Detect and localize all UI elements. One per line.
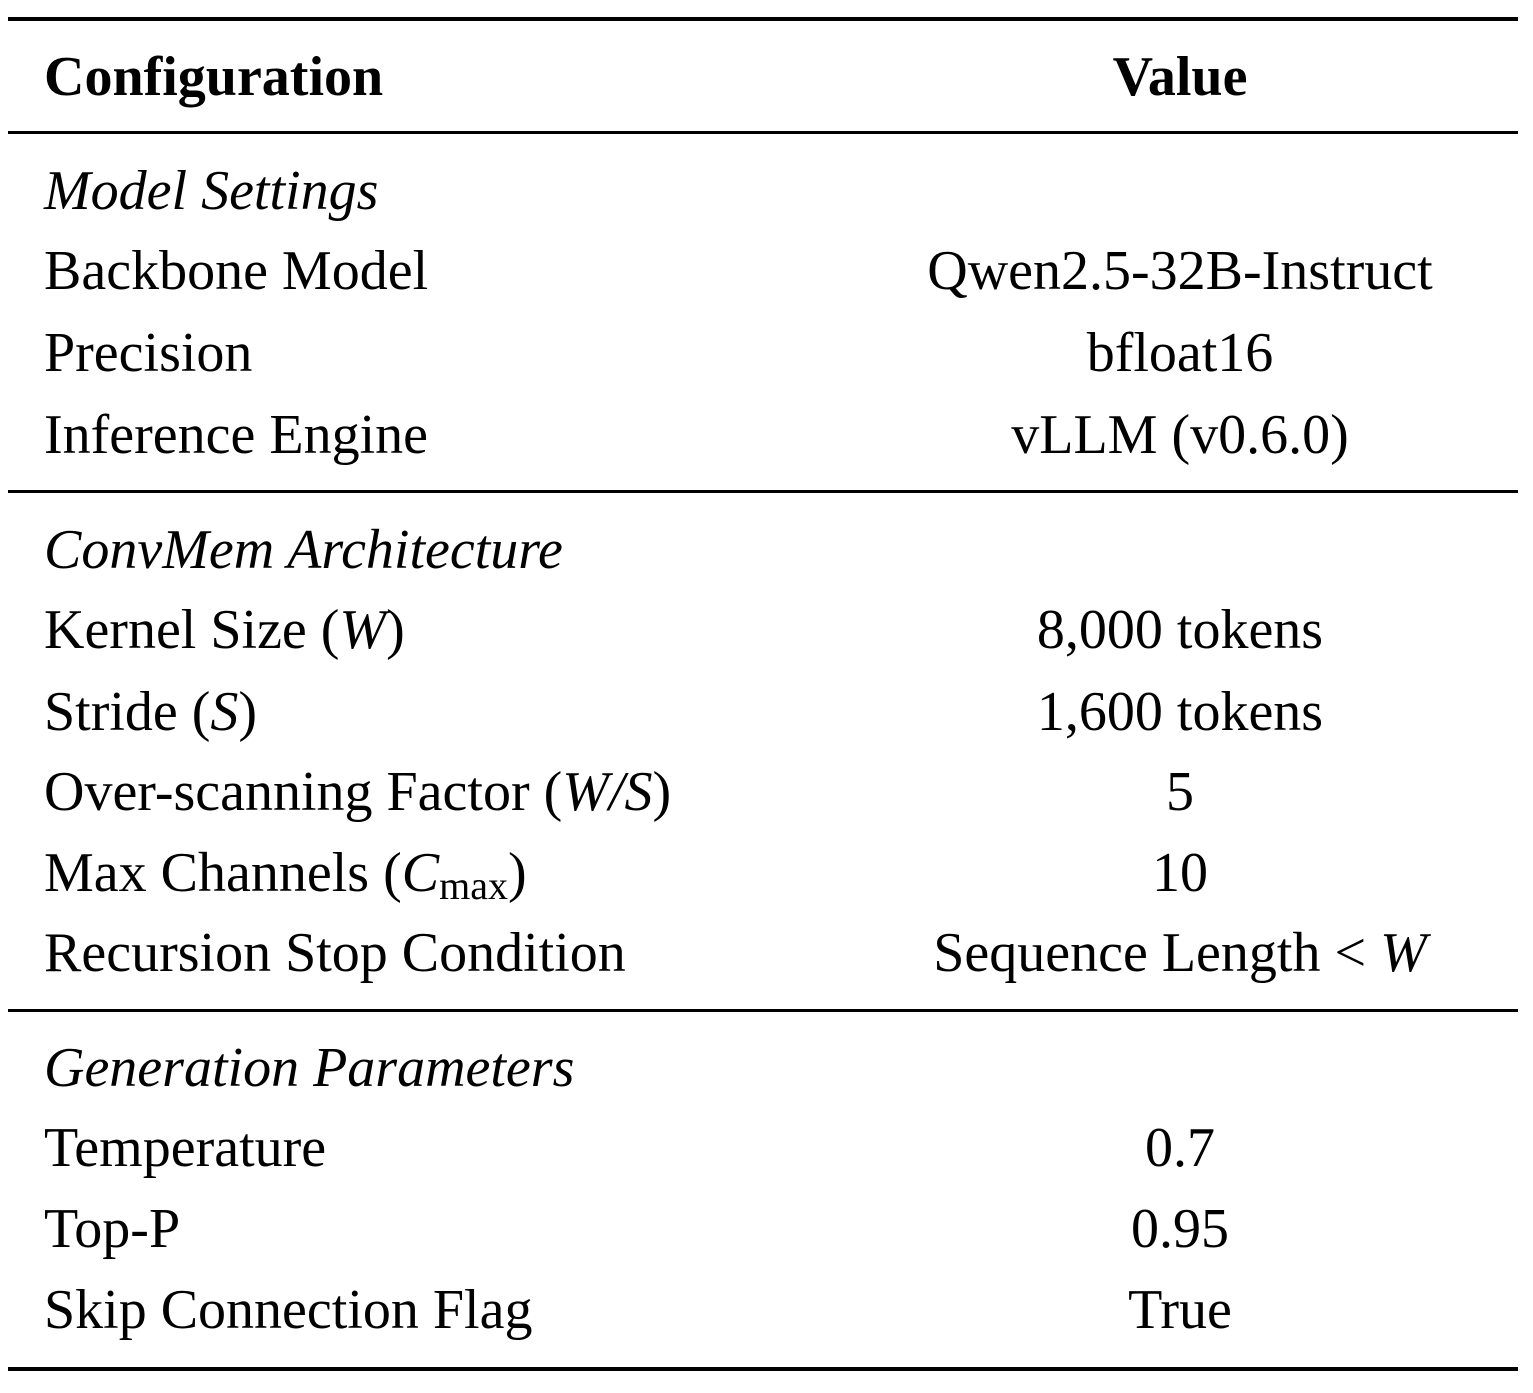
- label-close: ): [652, 761, 672, 823]
- label-text: Stride (: [44, 681, 211, 743]
- math-symbol: W/S: [562, 761, 653, 823]
- label-text: Max Channels (: [44, 842, 402, 904]
- label-close: ): [238, 681, 258, 743]
- label-close: ): [386, 599, 405, 661]
- row-value-stride: 1,600 tokens: [1036, 681, 1324, 743]
- header-rule: [8, 131, 1518, 134]
- row-label-temperature: Temperature: [44, 1117, 327, 1179]
- row-value-over-scanning-factor: 5: [1166, 761, 1194, 823]
- math-symbol: S: [210, 681, 239, 743]
- row-value-max-channels: 10: [1152, 842, 1208, 904]
- row-value-temperature: 0.7: [1145, 1117, 1215, 1179]
- row-value-skip-connection-flag: True: [1128, 1279, 1232, 1341]
- row-label-stride: [44, 680, 257, 744]
- math-symbol: W: [1380, 922, 1427, 984]
- row-label-kernel-size: [44, 598, 405, 662]
- math-subscript: max: [439, 863, 508, 908]
- label-text: Kernel Size (: [44, 599, 340, 661]
- row-label-inference-engine: Inference Engine: [44, 404, 428, 466]
- row-value-kernel-size: 8,000 tokens: [1036, 599, 1324, 661]
- value-text: Sequence Length <: [933, 922, 1381, 984]
- section-title-convmem-architecture: ConvMem Architecture: [44, 519, 563, 581]
- bottom-rule: [8, 1367, 1518, 1371]
- section-rule-2: [8, 1009, 1518, 1012]
- row-label-top-p: Top-P: [44, 1198, 181, 1260]
- row-value-recursion-stop-condition: [842, 921, 1518, 985]
- header-configuration: Configuration: [44, 46, 384, 108]
- section-title-model-settings: Model Settings: [44, 160, 379, 222]
- row-label-precision: Precision: [44, 322, 253, 384]
- math-symbol: W: [339, 599, 387, 661]
- section-title-generation-parameters: Generation Parameters: [44, 1037, 575, 1099]
- row-label-max-channels: [44, 841, 527, 910]
- row-value-top-p: 0.95: [1131, 1198, 1229, 1260]
- row-value-backbone-model: Qwen2.5-32B-Instruct: [927, 240, 1433, 302]
- math-symbol: C: [401, 842, 440, 904]
- top-rule: [8, 17, 1518, 21]
- section-rule-1: [8, 490, 1518, 493]
- label-close: ): [507, 842, 527, 904]
- row-label-over-scanning-factor: [44, 760, 671, 824]
- row-value-inference-engine: vLLM (v0.6.0): [1011, 404, 1349, 466]
- row-label-backbone-model: Backbone Model: [44, 240, 429, 302]
- row-value-precision: bfloat16: [1086, 322, 1274, 384]
- label-text: Over-scanning Factor (: [44, 761, 563, 823]
- header-value: Value: [1112, 46, 1248, 108]
- row-label-recursion-stop-condition: Recursion Stop Condition: [44, 922, 626, 984]
- row-label-skip-connection-flag: Skip Connection Flag: [44, 1279, 533, 1341]
